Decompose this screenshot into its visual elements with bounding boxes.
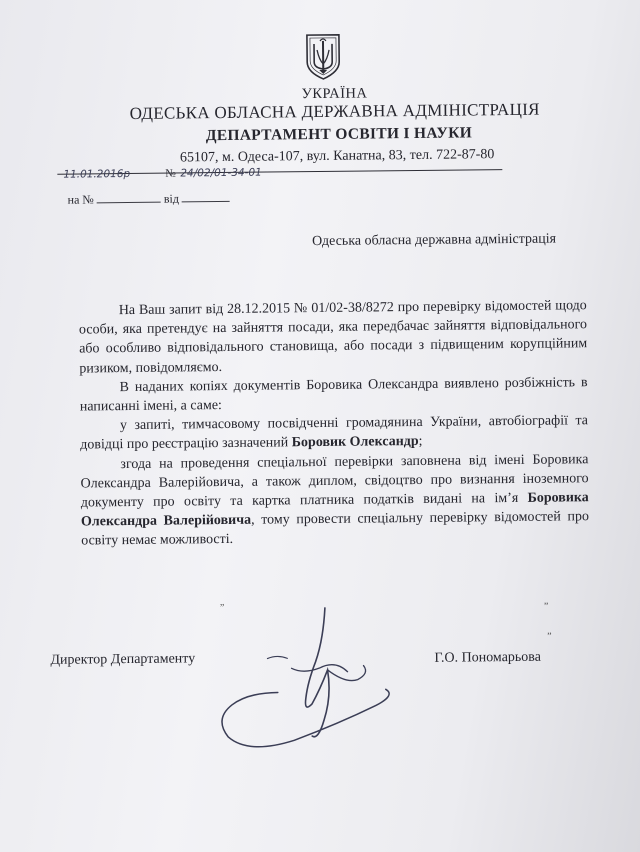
handwritten-date: 11.01.2016р: [63, 167, 131, 181]
handwritten-signature: [207, 599, 409, 761]
paragraph-4: [80, 450, 589, 551]
paragraph-3-text: у запиті, тимчасовому посвідченні громадянина України, автобіографії та довідці про реєстрацію зазначений: [80, 413, 589, 453]
letter-body: [79, 296, 590, 551]
quote-mark: „: [543, 595, 549, 607]
quote-mark: „: [219, 597, 225, 609]
reply-date-blank: [182, 190, 230, 203]
trident-emblem-icon: [303, 32, 344, 82]
paragraph-4-text: згода на проведення спеціальної перевірки заповнена від імені Боровика Олександра Валерійовича, а також диплом, свідоцтво про визнання іноземного документу про освіту та картка платника податків видані на ім’я: [80, 451, 589, 511]
paragraph-3-end: ;: [418, 434, 423, 450]
reply-number-blank: [97, 191, 161, 204]
paragraph-4-name-bold: Боровика Олександра Валерійовича: [80, 490, 589, 530]
quote-mark: „: [547, 625, 552, 637]
paragraph-3-name-bold: Боровик Олександр: [291, 434, 419, 451]
address-line: 65107, м. Одеса-107, вул. Канатна, 83, тел. 722-87-80: [179, 147, 495, 166]
department-heading: ДЕПАРТАМЕНТ ОСВІТИ І НАУКИ: [205, 124, 473, 145]
paragraph-4-end: , тому провести спеціальну перевірку відомостей про освіту немає можливості.: [81, 509, 590, 549]
reply-reference-line: [68, 190, 230, 208]
recipient: Одеська обласна державна адміністрація: [311, 231, 557, 250]
reply-mid: від: [163, 191, 179, 206]
handwritten-reg-number: 24/02/01-34-01: [180, 166, 262, 180]
country-heading: УКРАЇНА: [301, 85, 368, 103]
paragraph-1: На Ваш запит від 28.12.2015 № 01/02-38/8272 про перевірку відомостей щодо особи, яка претендує на зайняття посади, яка передбачає зайняття відповідального або особливо відповідального становища, або посади з підвищеним корупційним ризиком, повідомляємо.: [78, 298, 588, 377]
paragraph-3: [80, 411, 588, 455]
administration-heading: ОДЕСЬКА ОБЛАСНА ДЕРЖАВНА АДМІНІСТРАЦІЯ: [129, 99, 540, 123]
paragraph-2: В наданих копіях документів Боровика Олександра виявлено розбіжність в написанні імені, а саме:: [79, 375, 588, 415]
reply-prefix: на №: [67, 192, 94, 207]
signatory-title: Директор Департаменту: [50, 651, 196, 668]
number-symbol: №: [165, 167, 176, 180]
signatory-name: Г.О. Пономарьова: [434, 649, 541, 666]
